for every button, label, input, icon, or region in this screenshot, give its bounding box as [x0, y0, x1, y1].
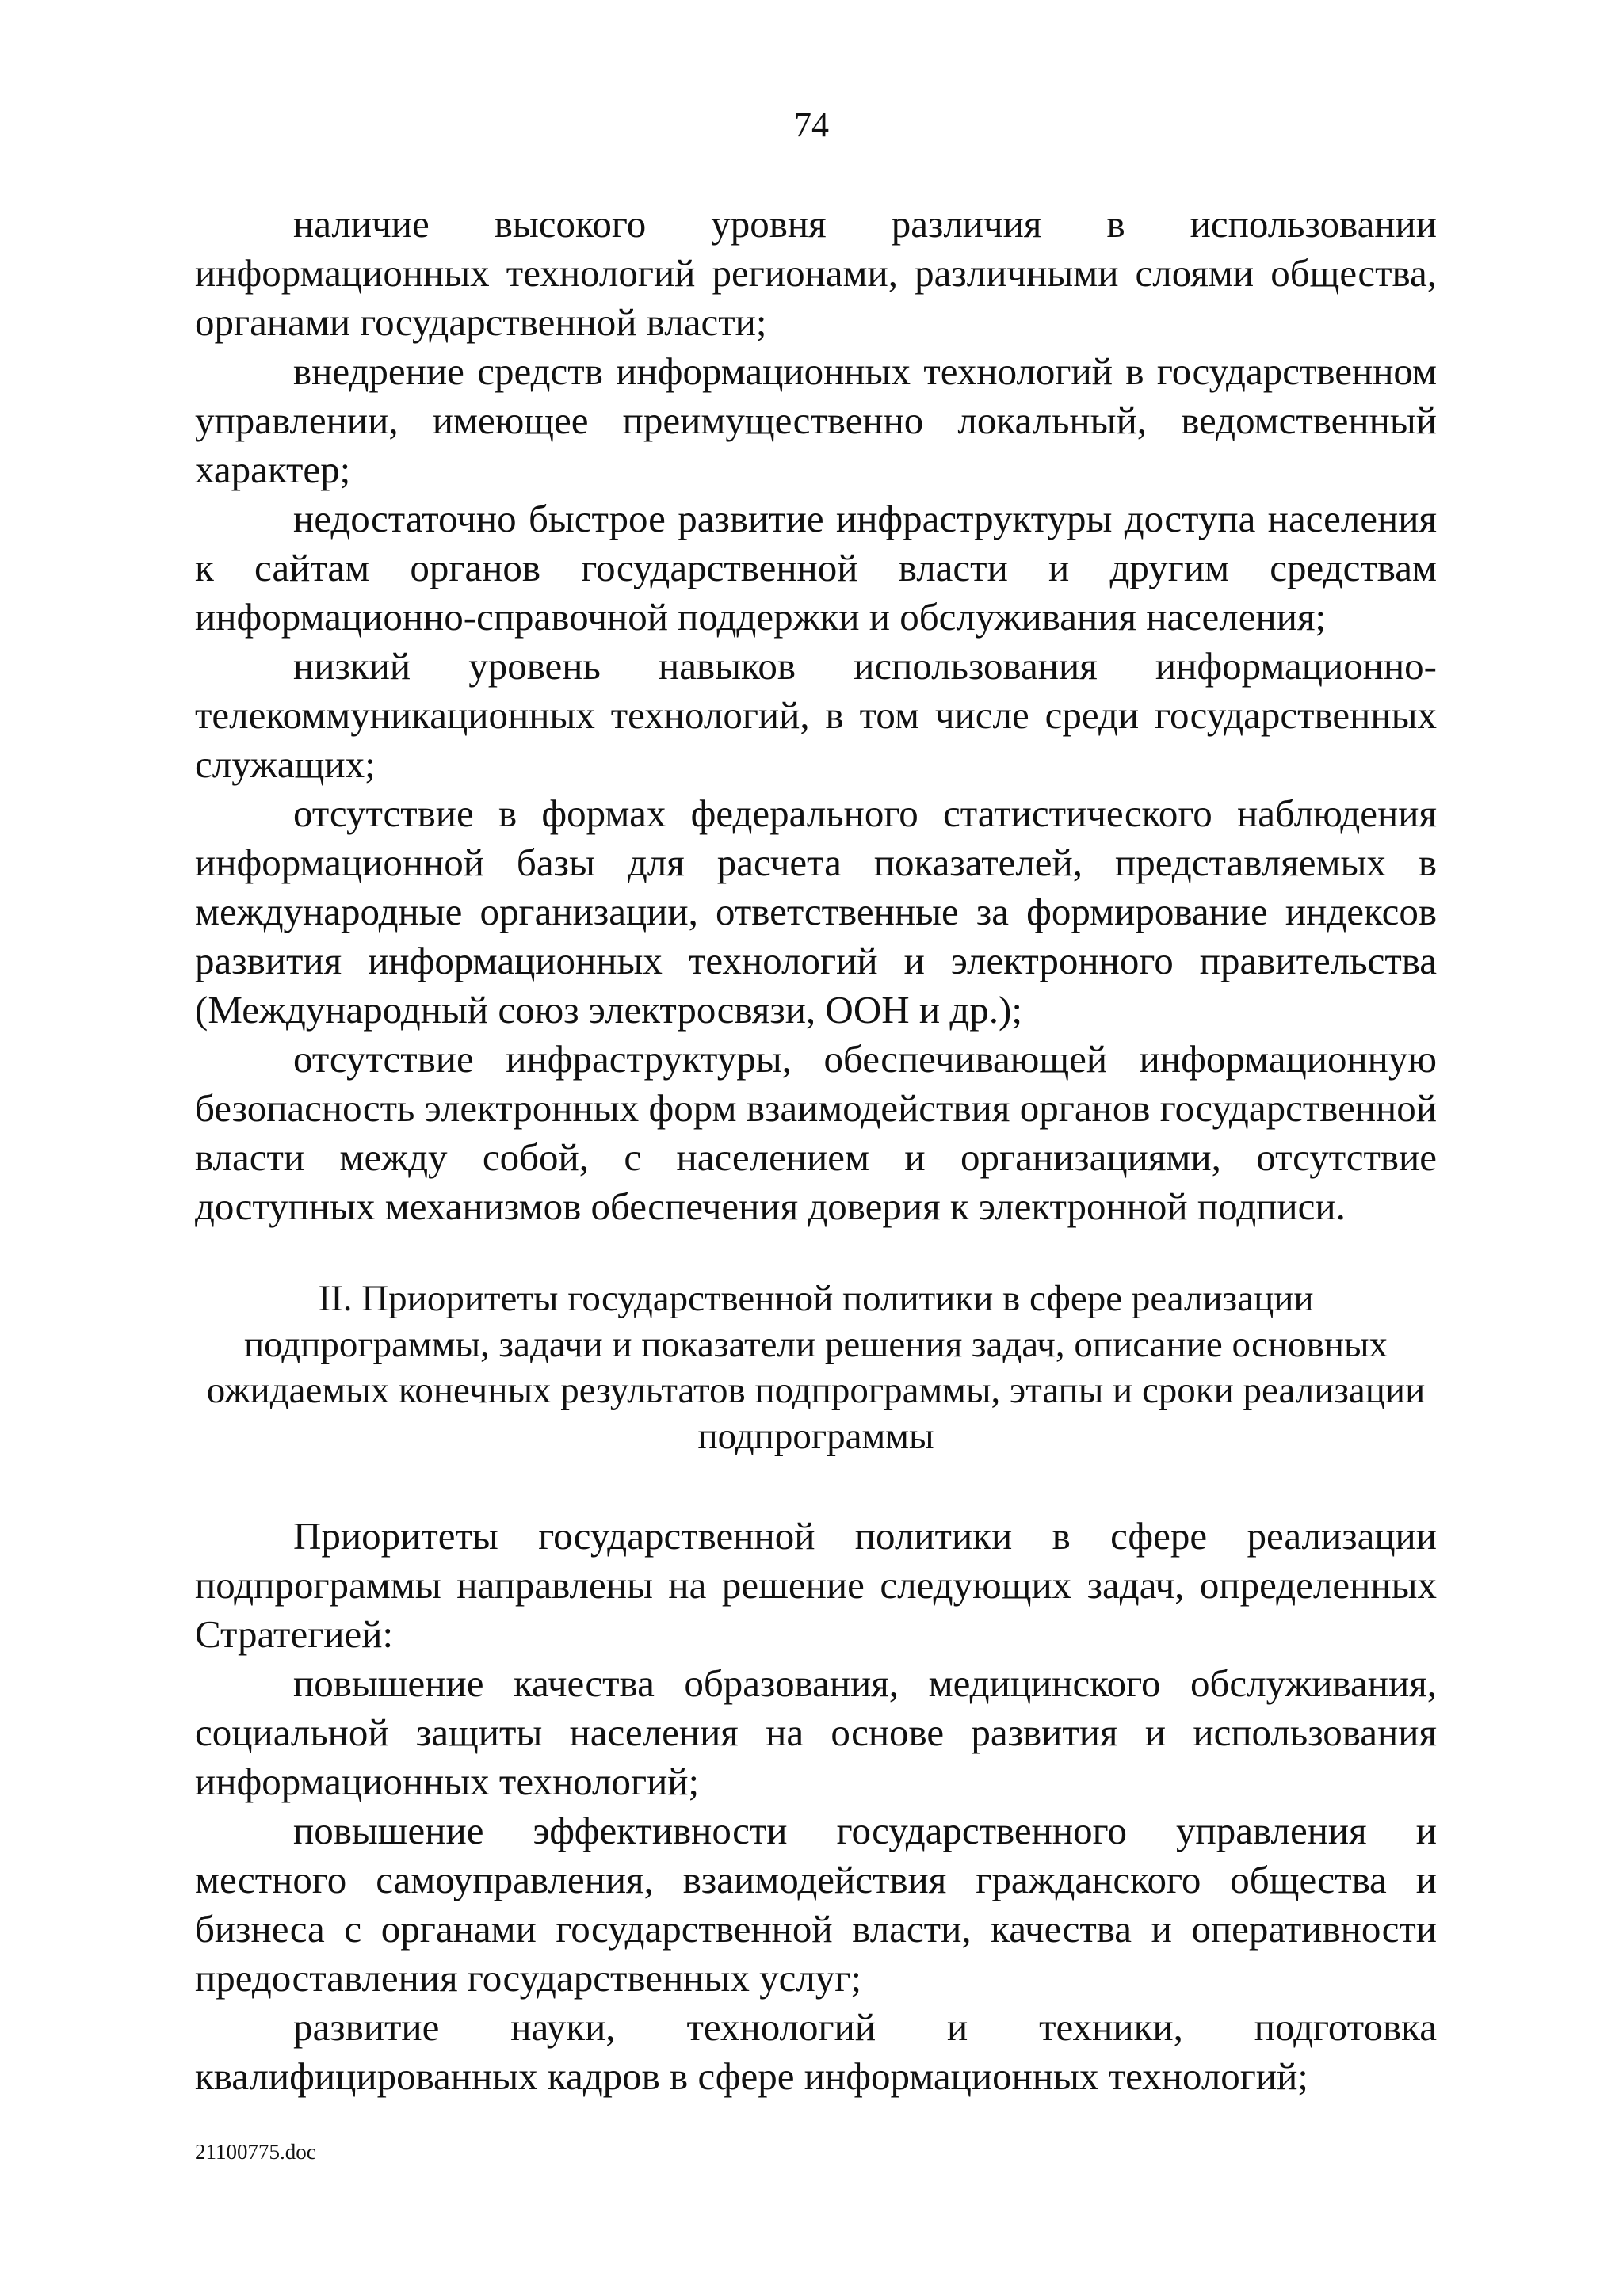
paragraph: отсутствие инфраструктуры, обеспечивающей информационную безопасность электронных форм взаимодействия органов государственной власти между собой, с населением и организациями, отсутствие доступных механизмов обеспечения доверия к электронной подписи.	[195, 1037, 1437, 1228]
section-text-block	[195, 1512, 1437, 2101]
paragraph: отсутствие в формах федерального статистического наблюдения информационной базы для расчета показателей, представляемых в международные организации, ответственные за формирование индексов развития информационных технологий и электронного правительства (Международный союз электросвязи, ООН и др.);	[195, 791, 1437, 1032]
paragraph: недостаточно быстрое развитие инфраструктуры доступа населения к сайтам органов государственной власти и другим средствам информационно-справочной поддержки и обслуживания населения;	[195, 497, 1437, 639]
paragraph: внедрение средств информационных технологий в государственном управлении, имеющее преимущественно локальный, ведомственный характер;	[195, 349, 1437, 491]
paragraph: повышение качества образования, медицинского обслуживания, социальной защиты населения на основе развития и использования информационных технологий;	[195, 1661, 1437, 1803]
paragraph: наличие высокого уровня различия в использовании информационных технологий регионами, различными слоями общества, органами государственной власти;	[195, 202, 1437, 344]
page-number: 74	[794, 105, 829, 144]
paragraph: повышение эффективности государственного управления и местного самоуправления, взаимодействия гражданского общества и бизнеса с органами государственной власти, качества и оперативности предоставления государственных услуг;	[195, 1809, 1437, 2000]
paragraph: развитие науки, технологий и техники, подготовка квалифицированных кадров в сфере информационных технологий;	[195, 2005, 1437, 2098]
paragraph: Приоритеты государственной политики в сфере реализации подпрограммы направлены на решение следующих задач, определенных Стратегией:	[195, 1514, 1437, 1656]
section-heading: II. Приоритеты государственной политики в сфере реализации подпрограммы, задачи и показатели решения задач, описание основных ожидаемых конечных результатов подпрограммы, этапы и сроки реализации подпрограммы	[206, 1278, 1426, 1457]
paragraph: низкий уровень навыков использования информационно-телекоммуникационных технологий, в том числе среди государственных служащих;	[195, 644, 1437, 786]
intro-text-block	[195, 200, 1437, 1231]
document-filename: 21100775.doc	[195, 2140, 316, 2164]
